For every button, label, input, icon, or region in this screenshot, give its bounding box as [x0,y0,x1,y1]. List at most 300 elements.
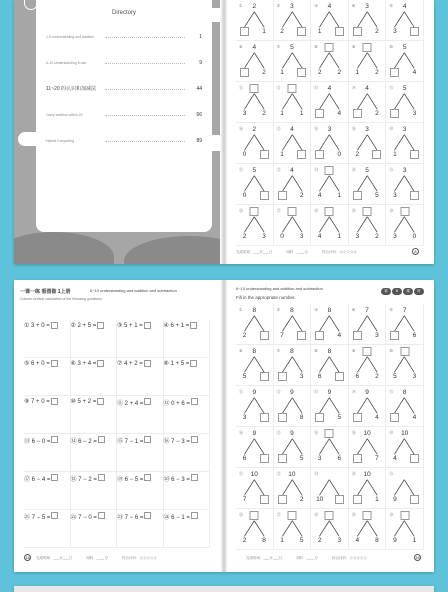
equation-text: ⑥ 3 + 4 = [70,361,97,367]
number-bond [349,509,387,550]
part-number: 3 [393,192,397,199]
answer-box[interactable] [335,495,344,504]
answer-box[interactable] [260,454,269,463]
equation-item [164,472,211,510]
question-number: ㉕ [389,167,394,172]
whole-number: 10 [288,471,296,478]
number-bond [386,205,424,246]
answer-box[interactable] [353,454,362,463]
completion-time: 完成时间：___月___日 [246,556,283,560]
answer-box[interactable] [144,474,151,481]
answer-box[interactable] [240,27,249,36]
question-number: ⑦ [276,44,281,49]
directory-card [36,0,212,232]
answer-box[interactable] [297,331,306,340]
answer-box[interactable] [51,512,58,519]
number-bond [274,304,312,345]
answer-box[interactable] [353,495,362,504]
answer-box[interactable] [410,191,419,200]
question-number: ⑩ [389,348,393,353]
part-number: 0 [337,151,342,158]
answer-box[interactable] [144,360,151,367]
answer-box[interactable] [325,207,334,216]
whole-number: 5 [365,167,369,174]
directory-entry [46,104,202,118]
exercise-instruction: Fill in the appropriate number. [236,295,296,300]
part-number: 1 [280,537,284,544]
equation-item [117,510,164,548]
whole-number: 3 [365,3,369,10]
answer-box[interactable] [240,68,249,77]
number-bond [311,386,349,427]
leader-dots [105,37,185,38]
answer-box[interactable] [410,27,419,36]
whole-number: 4 [327,85,332,92]
part-number: 3 [393,28,397,35]
book-spine [220,0,228,264]
part-number: 3 [299,373,304,380]
whole-number: 10 [363,471,371,478]
time-used: 用时：____分 [296,556,318,560]
directory-entry-label: 11~20 的认识和加减法 [46,86,97,92]
equation-item [117,472,164,510]
part-number: 3 [242,110,247,117]
answer-box[interactable] [410,454,419,463]
answer-box[interactable] [325,511,334,520]
answer-box[interactable] [260,150,269,159]
answer-box[interactable] [144,512,151,519]
answer-box[interactable] [260,191,269,200]
answer-box[interactable] [315,413,324,422]
answer-box[interactable] [51,398,58,405]
part-number: 5 [375,192,379,199]
part-number: 2 [337,69,342,76]
number-bond [311,0,349,41]
answer-box[interactable] [287,207,296,216]
lesson-topic: 6~10 understanding and addition and subtraction [236,286,323,291]
equation-text: ⑦ 4 + 2 = [117,361,143,367]
directory-entry-page: 89 [196,138,202,144]
time-used: 用时：____分 [86,556,108,560]
question-number: ㉙ [351,208,356,213]
number-bond [274,205,312,246]
answer-box[interactable] [191,512,198,519]
question-number: ㉘ [314,512,319,517]
answer-box[interactable] [278,454,287,463]
equation-item [71,396,118,434]
answer-box[interactable] [260,413,269,422]
number-bond [311,41,349,82]
answer-box[interactable] [353,27,362,36]
number-bond [386,386,424,427]
part-number: 5 [299,455,304,462]
answer-box[interactable] [390,109,399,118]
answer-box[interactable] [297,68,306,77]
completion-time: 完成时间：___月___日 [36,556,73,560]
right-page-header [236,286,428,300]
answer-box[interactable] [250,511,259,520]
whole-number: 9 [327,389,332,396]
answer-box[interactable] [410,495,419,504]
number-bond [311,82,349,123]
answer-box[interactable] [144,398,151,405]
answer-box[interactable] [144,322,151,329]
answer-box[interactable] [400,347,409,356]
lesson-badge-pill: 第 [381,288,391,295]
number-bond [386,345,424,386]
equation-grid [24,320,210,548]
whole-number: 9 [290,389,294,396]
answer-box[interactable] [51,322,58,329]
answer-box[interactable] [144,436,151,443]
part-number: 8 [375,537,379,544]
part-number: 3 [337,537,342,544]
number-bond [236,82,274,123]
number-bond [349,0,387,41]
part-number: 2 [375,28,379,35]
part-number: 4 [317,233,322,240]
answer-box[interactable] [390,331,399,340]
answer-box[interactable] [250,84,259,93]
number-bond [386,468,424,509]
answer-box[interactable] [287,511,296,520]
part-number: 0 [280,233,284,240]
answer-box[interactable] [278,413,287,422]
question-number: ⑫ [276,389,281,394]
equation-text: ④ 6 + 1 = [163,323,190,329]
number-bond [274,41,312,82]
question-number: ⑱ [314,430,319,435]
whole-number: 5 [290,44,294,51]
question-number: ④ [351,307,356,312]
question-number: ① [239,307,243,312]
question-number: ㉚ [389,512,394,517]
part-number: 6 [242,455,247,462]
part-number: 1 [299,110,304,117]
part-number: 4 [412,414,417,421]
question-number: ⑩ [389,44,393,49]
question-number: ⑯ [239,126,243,131]
part-number: 0 [242,151,247,158]
question-number: ⑭ [351,85,356,90]
lesson-badge-pill: 课 [403,288,413,295]
number-bond [349,82,387,123]
answer-box[interactable] [335,27,344,36]
answer-box[interactable] [278,372,287,381]
answer-box[interactable] [353,191,362,200]
question-number: ㉒ [276,167,281,172]
page-number: 8 [412,248,419,255]
directory-entry-label: Carry addition within 20 [46,113,83,117]
whole-number: 9 [252,430,257,437]
directory-entry-label: 6-10 Understanding 8 use [46,61,87,65]
answer-box[interactable] [335,372,344,381]
answer-box[interactable] [390,413,399,422]
leader-dots [105,89,185,90]
directory-entry [46,26,202,40]
question-number: ⑨ [351,44,356,49]
equation-item [71,358,118,396]
equation-text: ⑪ 2 + 4 = [117,401,144,407]
part-number: 5 [242,373,247,380]
answer-box[interactable] [250,207,259,216]
question-number: ㉖ [239,208,243,213]
part-number: 5 [337,414,342,421]
question-number: ㉚ [389,208,394,213]
number-bond [386,82,424,123]
part-number: 5 [299,537,304,544]
whole-number: 4 [290,167,294,174]
question-number: ㉑ [239,167,243,172]
question-number: ㉗ [276,512,281,517]
answer-box[interactable] [191,398,198,405]
equation-item [117,320,164,358]
question-number: ⑲ [351,430,356,435]
answer-box[interactable] [363,207,372,216]
rating: 综合评价：☆☆☆☆☆ [121,556,157,560]
answer-box[interactable] [353,413,362,422]
directory-entry-page: 66 [196,112,202,118]
answer-box[interactable] [410,150,419,159]
number-bond [311,468,349,509]
equation-text: ⑲ 6 − 5 = [117,477,144,483]
part-number: 0 [242,192,247,199]
equation-item [71,434,118,472]
answer-box[interactable] [97,360,104,367]
number-bond [349,427,387,468]
part-number: 7 [242,496,247,503]
answer-box[interactable] [98,474,105,481]
part-number: 1 [412,537,417,544]
number-bond [236,205,274,246]
left-page-header [20,288,216,301]
answer-box[interactable] [297,27,306,36]
equation-text: ㉔ 6 − 1 = [163,515,190,521]
answer-box[interactable] [51,474,58,481]
answer-box[interactable] [97,398,104,405]
number-bond [274,427,312,468]
answer-box[interactable] [353,109,362,118]
whole-number: 8 [327,348,332,355]
whole-number: 7 [365,307,369,314]
number-bond [236,468,274,509]
answer-box[interactable] [315,109,324,118]
equation-text: ⑬ 6 − 0 = [24,439,51,445]
number-bond [274,0,312,41]
equation-text: ⑯ 7 − 3 = [163,439,190,445]
equation-item [24,396,71,434]
answer-box[interactable] [191,474,198,481]
whole-number: 2 [252,3,257,10]
part-number: 2 [375,110,379,117]
answer-box[interactable] [97,322,104,329]
part-number: 2 [299,192,304,199]
number-bond [274,345,312,386]
answer-box[interactable] [353,331,362,340]
series-logo: 一课一练 看图做 1上册 [20,289,71,295]
whole-number: 10 [250,471,258,478]
answer-box[interactable] [51,360,58,367]
equation-text: ① 3 + 0 = [24,323,50,329]
rating: 综合评价：☆☆☆☆☆ [331,556,367,560]
directory-entry-label: Hybrid Computing [46,139,75,143]
part-number: 3 [262,233,266,240]
answer-box[interactable] [390,68,399,77]
question-number: ㉘ [314,208,319,213]
answer-box[interactable] [315,150,324,159]
leader-dots [105,141,185,142]
question-number: ⑳ [389,430,394,435]
whole-number: 5 [402,85,407,92]
question-number: ㉒ [276,471,281,476]
lesson-badge [381,288,424,295]
number-bond [386,41,424,82]
directory-entry-label: 1-5 understanding and addition [46,35,95,39]
number-bond [386,123,424,164]
equation-text: ⑨ 7 + 0 = [24,399,50,405]
equation-text: ③ 5 + 1 = [117,323,143,329]
number-bond [349,468,387,509]
completion-time: 完成时间：___月___日 [236,250,273,254]
part-number: 7 [375,455,379,462]
equation-item [71,472,118,510]
page-number: 19 [415,555,420,560]
answer-box[interactable] [325,43,334,52]
lesson-badge-pill: 时 [414,288,424,295]
answer-box[interactable] [98,436,105,443]
answer-box[interactable] [363,43,372,52]
part-number: 6 [317,373,322,380]
book-spread-middle [14,280,434,572]
question-number: ① [239,3,243,8]
whole-number: 4 [290,126,294,133]
question-number: ⑯ [239,430,243,435]
answer-box[interactable] [325,166,334,175]
equation-item [117,396,164,434]
question-number: ⑥ [239,44,243,49]
part-number: 9 [393,537,397,544]
answer-box[interactable] [287,84,296,93]
number-bond [311,123,349,164]
number-bond [236,123,274,164]
number-bond [349,386,387,427]
part-number: 5 [393,373,397,380]
question-number: ㉗ [276,208,281,213]
equation-text: ⑭ 6 − 2 = [70,439,97,445]
answer-box[interactable] [372,150,381,159]
part-number: 1 [280,69,284,76]
whole-number: 3 [327,126,332,133]
whole-number: 5 [402,44,407,51]
number-bond [236,345,274,386]
whole-number: 10 [401,430,409,437]
part-number: 6 [412,332,417,339]
number-bond [274,386,312,427]
directory-entry [46,130,202,144]
number-bond [349,41,387,82]
answer-box[interactable] [400,511,409,520]
part-number: 2 [375,233,379,240]
answer-box[interactable] [325,429,334,438]
answer-box[interactable] [260,495,269,504]
part-number: 4 [375,414,379,421]
number-bond [311,205,349,246]
answer-box[interactable] [278,191,287,200]
part-number: 3 [412,110,417,117]
question-number: ⑬ [314,85,319,90]
answer-box[interactable] [190,322,197,329]
question-number: ⑰ [276,126,281,131]
equation-item [24,510,71,548]
answer-box[interactable] [278,495,287,504]
answer-box[interactable] [363,347,372,356]
equation-item [24,320,71,358]
whole-number: 3 [402,126,407,133]
directory-entry-page: 44 [196,86,202,92]
whole-number: 3 [365,126,369,133]
number-bond [349,304,387,345]
part-number: 6 [355,373,360,380]
leader-dots [105,115,185,116]
exercise-instruction: Column vertical calculation of the following questions [20,297,102,301]
whole-number: 3 [290,3,294,10]
equation-item [24,358,71,396]
answer-box[interactable] [260,372,269,381]
number-bond [236,304,274,345]
equation-text: ⑳ 6 − 3 = [163,477,190,483]
hill-shape [14,232,114,264]
answer-box[interactable] [98,512,105,519]
answer-box[interactable] [191,436,198,443]
part-number: 0 [412,233,417,240]
equation-text: ⑤ 6 + 0 = [24,361,50,367]
answer-box[interactable] [51,436,58,443]
directory-entry [46,78,202,92]
question-number: ㉙ [351,512,356,517]
page-footer [236,250,357,255]
part-number: 3 [355,233,360,240]
answer-box[interactable] [400,207,409,216]
number-bond [311,345,349,386]
question-number: ⑦ [276,348,281,353]
answer-box[interactable] [190,360,197,367]
hill-shape [124,236,220,264]
whole-number: 4 [252,44,257,51]
answer-box[interactable] [260,331,269,340]
number-bond [386,509,424,550]
whole-number: 8 [290,307,294,314]
number-bond [274,468,312,509]
question-number: ⑰ [276,430,281,435]
part-number: 3 [412,373,417,380]
number-bond-grid [236,0,424,246]
part-number: 1 [337,233,342,240]
part-number: 2 [375,373,379,380]
directory-entry-page: 1 [199,34,202,40]
whole-number: 9 [252,389,257,396]
equation-text: ⑫ 0 + 6 = [163,401,190,407]
answer-box[interactable] [315,331,324,340]
question-number: ㉓ [314,471,319,476]
part-number: 1 [355,69,360,76]
answer-box[interactable] [297,150,306,159]
number-bond [311,304,349,345]
number-bond [386,164,424,205]
part-number: 3 [242,414,247,421]
leader-dots [105,63,185,64]
answer-box[interactable] [363,511,372,520]
number-bond [236,427,274,468]
